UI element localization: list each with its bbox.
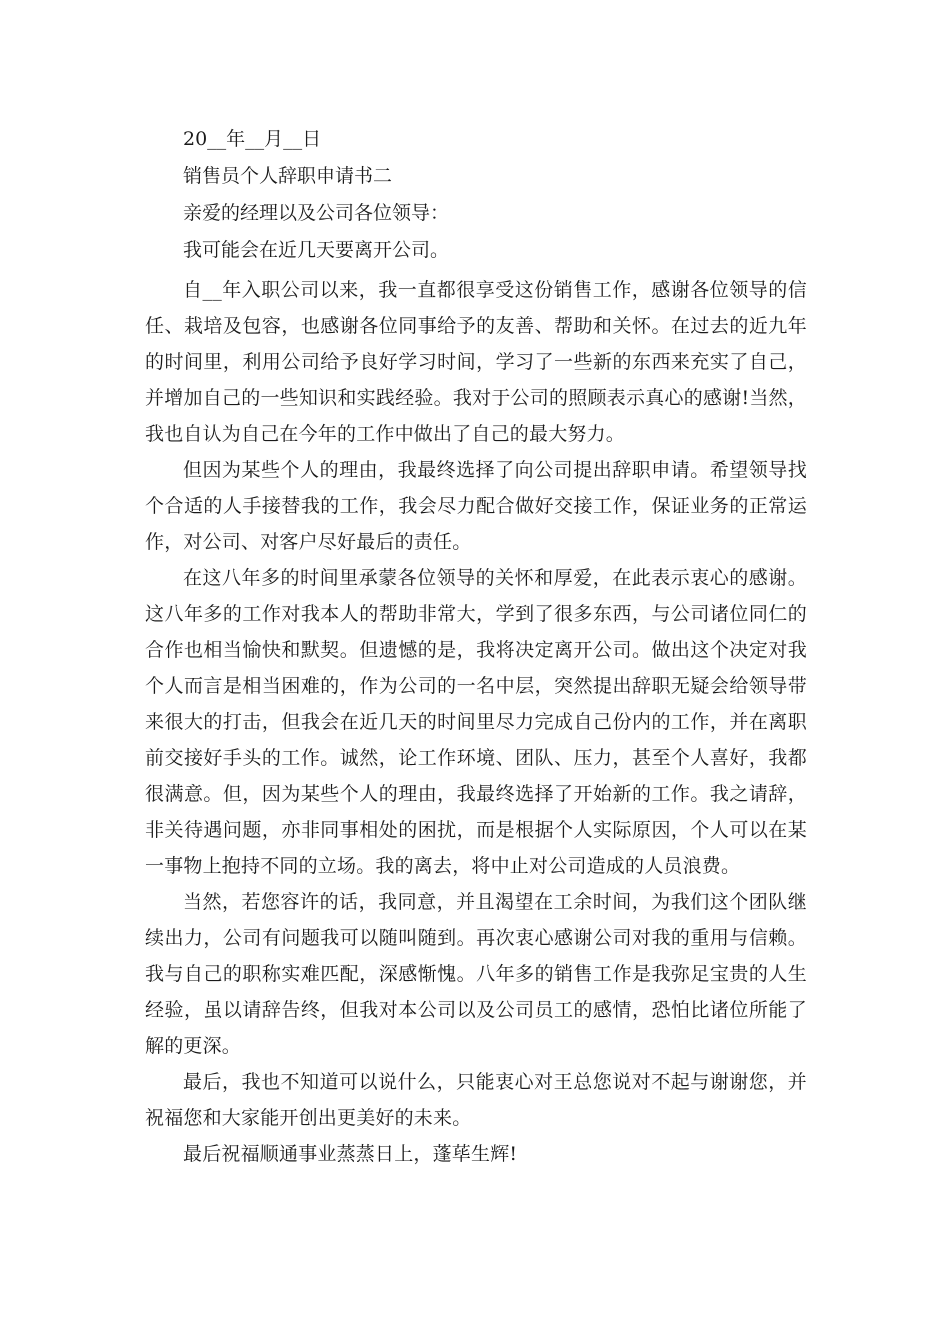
- paragraph-closing: 最后，我也不知道可以说什么，只能衷心对王总您说对不起与谢谢您，并祝福您和大家能开创出更美好的未来。: [145, 1071, 807, 1129]
- paragraph-thanks: 自__年入职公司以来，我一直都很享受这份销售工作，感谢各位领导的信任、栽培及包容，也感谢各位同事给予的友善、帮助和关怀。在过去的近九年的时间里，利用公司给予良好学习时间，学习了一些新的东西来充实了自己，并增加自己的一些知识和实践经验。我对于公司的照顾表示真心的感谢!当然，我也自认为自己在今年的工作中做出了自己的最大努力。: [145, 279, 807, 445]
- paragraph-opening: 我可能会在近几天要离开公司。: [183, 239, 450, 261]
- date-line: 20__年__月__日: [183, 128, 322, 150]
- paragraph-offer: 当然，若您容许的话，我同意，并且渴望在工余时间，为我们这个团队继续出力，公司有问题我可以随叫随到。再次衷心感谢公司对我的重用与信赖。我与自己的职称实难匹配，深感惭愧。八年多的销售工作是我弥足宝贵的人生经验，虽以请辞告终，但我对本公司以及公司员工的感情，恐怕比诸位所能了解的更深。: [145, 891, 807, 1057]
- salutation: 亲爱的经理以及公司各位领导：: [183, 202, 450, 224]
- document-page: [145, 124, 807, 1172]
- paragraph-reason: 但因为某些个人的理由，我最终选择了向公司提出辞职申请。希望领导找个合适的人手接替我的工作，我会尽力配合做好交接工作，保证业务的正常运作，对公司、对客户尽好最后的责任。: [145, 459, 807, 553]
- paragraph-gratitude: 在这八年多的时间里承蒙各位领导的关怀和厚爱，在此表示衷心的感谢。这八年多的工作对我本人的帮助非常大，学到了很多东西，与公司诸位同仁的合作也相当愉快和默契。但遗憾的是，我将决定离开公司。做出这个决定对我个人而言是相当困难的，作为公司的一名中层，突然提出辞职无疑会给领导带来很大的打击，但我会在近几天的时间里尽力完成自己份内的工作，并在离职前交接好手头的工作。诚然，论工作环境、团队、压力，甚至个人喜好，我都很满意。但，因为某些个人的理由，我最终选择了开始新的工作。我之请辞，非关待遇问题，亦非同事相处的困扰，而是根据个人实际原因，个人可以在某一事物上抱持不同的立场。我的离去，将中止对公司造成的人员浪费。: [145, 567, 807, 877]
- paragraph-final-wish: 最后祝福顺通事业蒸蒸日上，蓬荜生辉!: [183, 1143, 518, 1165]
- document-title: 销售员个人辞职申请书二: [183, 165, 393, 187]
